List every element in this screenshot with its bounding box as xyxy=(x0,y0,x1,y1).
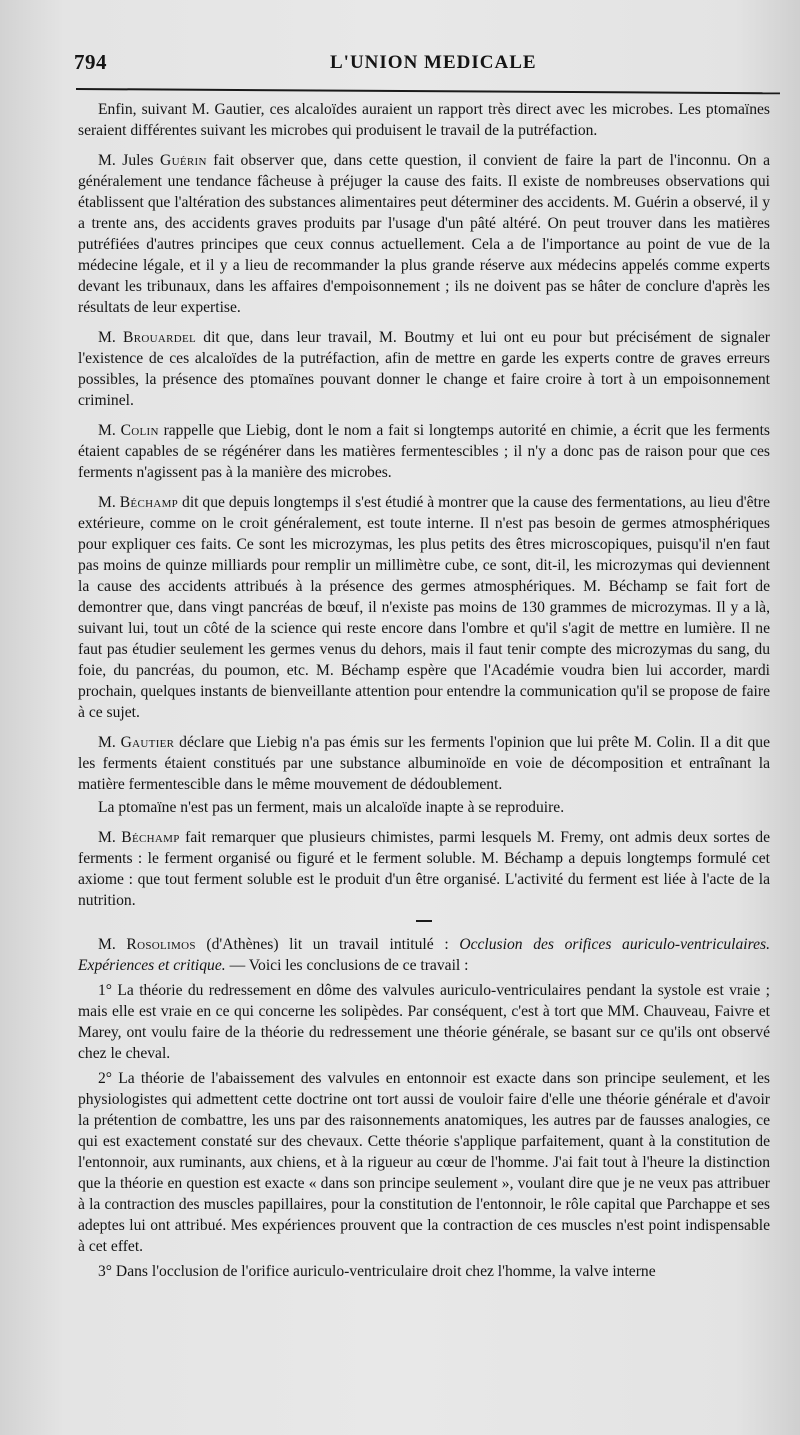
section-divider xyxy=(416,920,432,922)
speaker-intro: M. xyxy=(98,829,116,846)
paragraph-gautier-reply xyxy=(78,732,770,795)
running-title: L'UNION MEDICALE xyxy=(330,52,537,73)
paragraph-gautier-conclusion xyxy=(78,99,770,141)
speaker-name: Béchamp xyxy=(119,494,179,511)
speaker-name: Brouardel xyxy=(123,329,197,346)
conclusion-3 xyxy=(78,1261,770,1282)
paragraph-text: dit que, dans leur travail, M. Boutmy et lui ont eu pour but précisément de signaler l'existence de ces alcaloïdes de la putréfaction, afin de mettre en garde les experts contre de graves erreurs possibles, la présence des ptomaïnes pouvant donner le change et faire croire à tort à un empoisonnement criminel. xyxy=(78,329,770,409)
speaker-name: Béchamp xyxy=(121,829,180,846)
page-number: 794 xyxy=(74,50,107,74)
paragraph-guerin xyxy=(78,150,770,318)
paragraph-ptomaine xyxy=(78,797,770,818)
conclusion-2 xyxy=(78,1068,770,1257)
paragraph-text: 2° La théorie de l'abaissement des valvules en entonnoir est exacte dans son principe seulement, et les physiologistes qui admettent cette doctrine ont tort aussi de vouloir faire d'elle une théorie générale et d'avoir la prétention de combattre, les uns par des raisonnements anatomiques, les autres par de fausses analogies, ce qui est exactement constaté sur des chevaux. Cette théorie s'applique parfaitement, quant à la constitution de l'entonnoir, aux ruminants, aux chiens, et à la rigueur au cœur de l'homme. J'ai fait tout à l'heure la distinction que la théorie en question est exacte « dans son principe seulement », voulant dire que je ne veux pas attribuer à la contraction des muscles papillaires, pour la constitution de l'entonnoir, le rôle capital que Parchappe et ses adeptes lui ont attribué. Mes expériences prouvent que la contraction de ces muscles n'est point indispensable à cet effet. xyxy=(78,1070,770,1255)
paragraph-text: rappelle que Liebig, dont le nom a fait si longtemps autorité en chimie, a écrit que les ferments étaient capables de se régénérer dans les matières fermentescibles ; il n'y a donc pas de raison pour que ces ferments n'agissent pas à la manière des microbes. xyxy=(78,422,770,481)
page-header xyxy=(74,50,780,80)
paragraph-text: — Voici les conclusions de ce travail : xyxy=(229,957,469,974)
paragraph-bechamp-second xyxy=(78,827,770,911)
paragraph-bechamp-first xyxy=(78,492,770,723)
paragraph-text: dit que depuis longtemps il s'est étudié à montrer que la cause des fermentations, au lieu d'être extérieure, comme on le croit généralement, est toute interne. Il n'est pas besoin de germes atmosphériques pour expliquer ces faits. Ce sont les microzymas, les plus petits des êtres microscopiques, puisqu'il n'en faut pas moins de quinze milliards pour remplir un millimètre cube, ce sont, dit-il, les microzymas qui deviennent la cause des accidents attribués à la présence des germes atmosphériques. M. Béchamp se fait fort de demontrer que, dans vingt pancréas de bœuf, il n'existe pas moins de 130 grammes de microzymas. Il y a là, suivant lui, tout un côté de la science qui reste encore dans l'ombre et qu'il s'agit de mettre en lumière. Il ne faut pas étudier seulement les germes venus du dehors, mais il faut tenir compte des microzymas du sang, du foie, du pancréas, du poumon, etc. M. Béchamp espère que l'Académie voudra bien lui accorder, mardi prochain, quelques instants de bienveillante attention pour entendre la communication qu'il se propose de faire à ce sujet. xyxy=(78,494,770,721)
speaker-name: Gautier xyxy=(120,734,175,751)
paragraph-text: La ptomaïne n'est pas un ferment, mais un alcaloïde inapte à se reproduire. xyxy=(98,799,565,816)
conclusion-1 xyxy=(78,980,770,1064)
speaker-name: Colin xyxy=(120,422,159,439)
speaker-intro: M. xyxy=(98,734,116,751)
header-rule xyxy=(76,88,780,94)
speaker-intro: M. xyxy=(98,936,116,953)
article-body xyxy=(78,99,770,1286)
work-title: Occlusion des orifices auriculo-ventriculaires. Expériences et critique. xyxy=(78,936,771,974)
paragraph-text: fait remarquer que plusieurs chimistes, parmi lesquels M. Fremy, ont admis deux sortes de ferments : le ferment organisé ou figuré et le ferment soluble. M. Béchamp a depuis longtemps formulé cet axiome : que tout ferment soluble est le produit d'un être organisé. L'activité du ferment est liée à l'acte de la nutrition. xyxy=(78,829,770,909)
paragraph-colin xyxy=(78,420,770,483)
paragraph-brouardel xyxy=(78,327,770,411)
speaker-name: Guérin xyxy=(160,152,207,169)
paragraph-text: Enfin, suivant M. Gautier, ces alcaloïdes auraient un rapport très direct avec les microbes. Les ptomaïnes seraient différentes suivant les microbes qui produisent le travail de la putréfaction. xyxy=(78,101,770,139)
speaker-intro: M. xyxy=(98,494,116,511)
speaker-intro: M. xyxy=(98,422,116,439)
paragraph-rosolimos xyxy=(78,934,770,976)
speaker-name: Rosolimos xyxy=(126,936,196,953)
paragraph-text-before: (d'Athènes) lit un travail intitulé : xyxy=(206,936,449,953)
paragraph-text: déclare que Liebig n'a pas émis sur les ferments l'opinion que lui prête M. Colin. Il a dit que les ferments étaient constitués par une substance albuminoïde en voie de décomposition et entraînant la matière fermentescible dans le même mouvement de dédoublement. xyxy=(78,734,771,793)
paragraph-text: fait observer que, dans cette question, il convient de faire la part de l'inconnu. On a généralement une tendance fâcheuse à préjuger la cause des faits. Il existe de nombreuses observations qui établissent que l'altération des substances alimentaires peut déterminer des accidents. M. Guérin a observé, il y a trente ans, des accidents graves produits par l'usage d'un pâté altéré. On peut trouver dans les matières putréfiées d'autres principes que ceux connus actuellement. Cela a de l'importance au point de vue de la médecine légale, et il y a lieu de recommander la plus grande réserve aux médecins appelés comme experts devant les tribunaux, dans les affaires d'empoisonnement ; ils ne doivent pas se hâter de conclure d'après les résultats de leur expertise. xyxy=(78,152,770,316)
speaker-intro: M. Jules xyxy=(98,152,154,169)
speaker-intro: M. xyxy=(98,329,116,346)
paragraph-text: 1° La théorie du redressement en dôme des valvules auriculo-ventriculaires pendant la systole est vraie ; mais elle est vraie en ce qui concerne les solipèdes. Par conséquent, c'est à tort que MM. Chauveau, Faivre et Marey, ont voulu faire de la théorie du redressement une théorie générale, se basant sur ce qu'ils ont observé chez le cheval. xyxy=(78,982,770,1062)
paragraph-text: 3° Dans l'occlusion de l'orifice auriculo-ventriculaire droit chez l'homme, la valve interne xyxy=(98,1263,656,1280)
